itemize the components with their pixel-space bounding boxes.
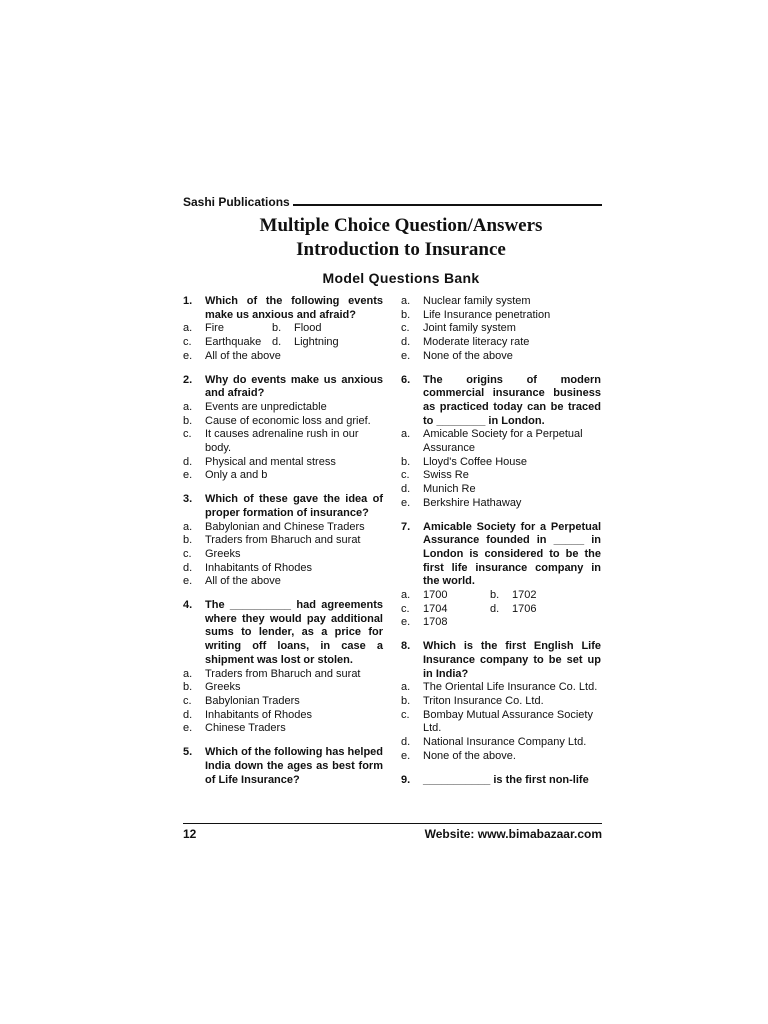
question-line [401,374,601,429]
option-letter: e. [183,349,193,362]
option-text: Babylonian and Chinese Traders [205,520,365,533]
page-title-line-2: Introduction to Insurance [296,239,506,260]
question-block [183,374,383,484]
option [401,456,601,470]
option-letter: c. [401,708,410,721]
option-letter: b. [401,694,411,707]
option-letter: b. [401,308,411,321]
option-text: Nuclear family system [423,295,531,307]
option-pair-row [401,589,601,603]
option-letter: a. [401,428,411,441]
option-text: None of the above. [423,749,516,762]
option [401,681,601,695]
option [401,322,601,336]
option-letter: b. [490,589,500,602]
question-block [401,640,601,763]
option-text: Life Insurance penetration [423,308,551,321]
option-text: 1706 [512,602,537,615]
option [401,350,601,364]
option-text: Inhabitants of Rhodes [205,708,313,721]
question-line [401,774,601,788]
option-text: Inhabitants of Rhodes [205,561,313,574]
question-line [183,374,383,401]
option-letter: d. [183,708,193,721]
option [401,309,601,323]
option [183,709,383,723]
option-letter: a. [183,667,193,680]
question-text: Which of the following has helped India down the ages as best form of Life Insurance? [205,746,383,786]
question-text: Which of these gave the idea of proper formation of insurance? [205,493,383,519]
option-text: Chinese Traders [205,722,286,735]
footer-rule [183,823,602,824]
option [183,695,383,709]
option-text: Munich Re [423,483,476,496]
option [183,469,383,483]
option-text: Physical and mental stress [205,455,336,468]
page-header [183,195,602,211]
question-text: Amicable Society for a Perpetual Assurance founded in _____ in London is considered to be the first life insurance company in the world. [423,520,601,588]
option-letter: b. [401,455,411,468]
option-letter: d. [401,736,411,749]
option-letter: d. [183,561,193,574]
question-number: 5. [183,746,193,759]
option-letter: c. [401,469,410,482]
option [183,681,383,695]
question-number: 3. [183,493,193,506]
option-letter: c. [183,547,192,560]
option [183,534,383,548]
option [183,668,383,682]
option-text: Cause of economic loss and grief. [205,414,371,427]
option-letter: a. [183,322,193,335]
title-block [183,214,619,286]
option-text: 1700 [423,589,448,602]
option-text: Greeks [205,681,241,694]
option-letter: c. [183,336,192,349]
option-pair-row [401,603,601,617]
question-number: 1. [183,295,193,307]
option-text: Babylonian Traders [205,694,300,707]
option-text: The Oriental Life Insurance Co. Ltd. [423,681,598,694]
option [401,295,601,309]
option [183,336,272,350]
question-line [183,295,383,322]
option-text: It causes adrenaline rush in our body. [205,428,359,455]
question-line [183,746,383,787]
option-letter: d. [183,455,193,468]
option-letter: e. [401,349,411,362]
option [183,562,383,576]
header-rule [293,204,602,206]
option-pair-row [183,322,383,336]
question-number: 8. [401,640,411,653]
option-letter: c. [401,602,410,615]
question-line [183,493,383,520]
option-letter: e. [183,722,193,735]
option-text: Fire [205,322,224,335]
question-block [401,521,601,631]
option-text: Lloyd's Coffee House [423,455,528,468]
question-text: The __________ had agreements where they would pay additional sums to lender, as a price for writing off loans, in case a shipment was lost or stolen. [205,599,383,666]
question-line [401,640,601,681]
page-number: 12 [183,827,197,841]
option-text: All of the above [205,575,281,588]
question-number: 7. [401,520,411,533]
option [183,350,383,364]
option-letter: e. [183,575,193,588]
question-text: Which is the first English Life Insurance company to be set up in India? [423,640,601,680]
option-text: 1704 [423,602,448,615]
option-pair-row [183,336,383,350]
option-letter: c. [183,428,192,441]
option-letter: a. [401,681,411,694]
option-letter: d. [401,336,411,349]
question-text: The origins of modern commercial insurance business as practiced today can be traced to ________ in London. [423,373,601,427]
question-text: Which of the following events make us anxious and afraid? [205,295,383,321]
option-text: Earthquake [205,336,262,349]
option-text: 1708 [423,616,448,629]
option [183,548,383,562]
option [183,722,383,736]
option-text: Berkshire Hathaway [423,496,522,509]
option-text: Joint family system [423,322,516,335]
option [183,428,383,455]
question-block [183,599,383,736]
option-text: Bombay Mutual Assurance Society Ltd. [423,708,593,735]
option-text: Traders from Bharuch and surat [205,667,361,680]
option-text: Events are unpredictable [205,400,327,413]
option [401,428,601,455]
option-text: National Insurance Company Ltd. [423,736,587,749]
option [272,336,361,350]
question-block [183,493,383,589]
option-letter: d. [272,336,282,349]
option [401,336,601,350]
option [183,575,383,589]
option-text: Swiss Re [423,469,469,482]
option-text: Moderate literacy rate [423,336,530,349]
option-letter: a. [401,295,411,307]
option [401,616,601,630]
option-letter: a. [183,520,193,533]
option [401,736,601,750]
option-text: Greeks [205,547,241,560]
option-letter: a. [183,400,193,413]
option [401,603,490,617]
option-text: None of the above [423,349,513,362]
option-letter: d. [401,483,411,496]
option-text: Traders from Bharuch and surat [205,534,361,547]
question-line [401,521,601,590]
question-block [401,774,601,788]
option-text: Flood [294,322,322,335]
question-block [183,295,383,364]
option-letter: e. [401,496,411,509]
option [183,401,383,415]
option-letter: c. [401,322,410,335]
option-letter: b. [183,534,193,547]
left-column [183,295,383,797]
option [401,483,601,497]
publisher-name: Sashi Publications [183,195,290,209]
option [490,603,579,617]
option-letter: b. [272,322,282,335]
option-text: Amicable Society for a Perpetual Assurance [423,428,583,455]
option-letter: d. [490,602,500,615]
option-text: All of the above [205,349,281,362]
option [183,322,272,336]
option [401,469,601,483]
option [401,589,490,603]
option-letter: b. [183,681,193,694]
question-number: 6. [401,373,411,386]
option-letter: e. [401,749,411,762]
option [272,322,361,336]
question-number: 2. [183,373,193,386]
question-line [183,599,383,668]
option-letter: e. [401,616,411,629]
page-footer [183,823,602,841]
option-letter: a. [401,589,411,602]
question-text: Why do events make us anxious and afraid? [205,373,383,400]
question-number: 9. [401,773,411,786]
option [183,456,383,470]
option-text: Only a and b [205,469,268,482]
option [401,750,601,764]
option-text: 1702 [512,589,537,602]
option [401,709,601,736]
option-text: Triton Insurance Co. Ltd. [423,694,544,707]
question-block [401,374,601,511]
option [401,695,601,709]
page-subtitle: Model Questions Bank [322,270,480,286]
question-text: ___________ is the first non-life [423,773,589,786]
option [183,521,383,535]
option [490,589,579,603]
website-link: Website: www.bimabazaar.com [424,827,602,841]
page-title: Multiple Choice Question/Answers [259,215,543,236]
question-block [401,295,601,364]
option-letter: b. [183,414,193,427]
question-block [183,746,383,787]
option-letter: c. [183,694,192,707]
option [183,415,383,429]
right-column [401,295,601,797]
option-text: Lightning [294,336,339,349]
question-number: 4. [183,599,193,612]
option-letter: e. [183,469,193,482]
option [401,497,601,511]
